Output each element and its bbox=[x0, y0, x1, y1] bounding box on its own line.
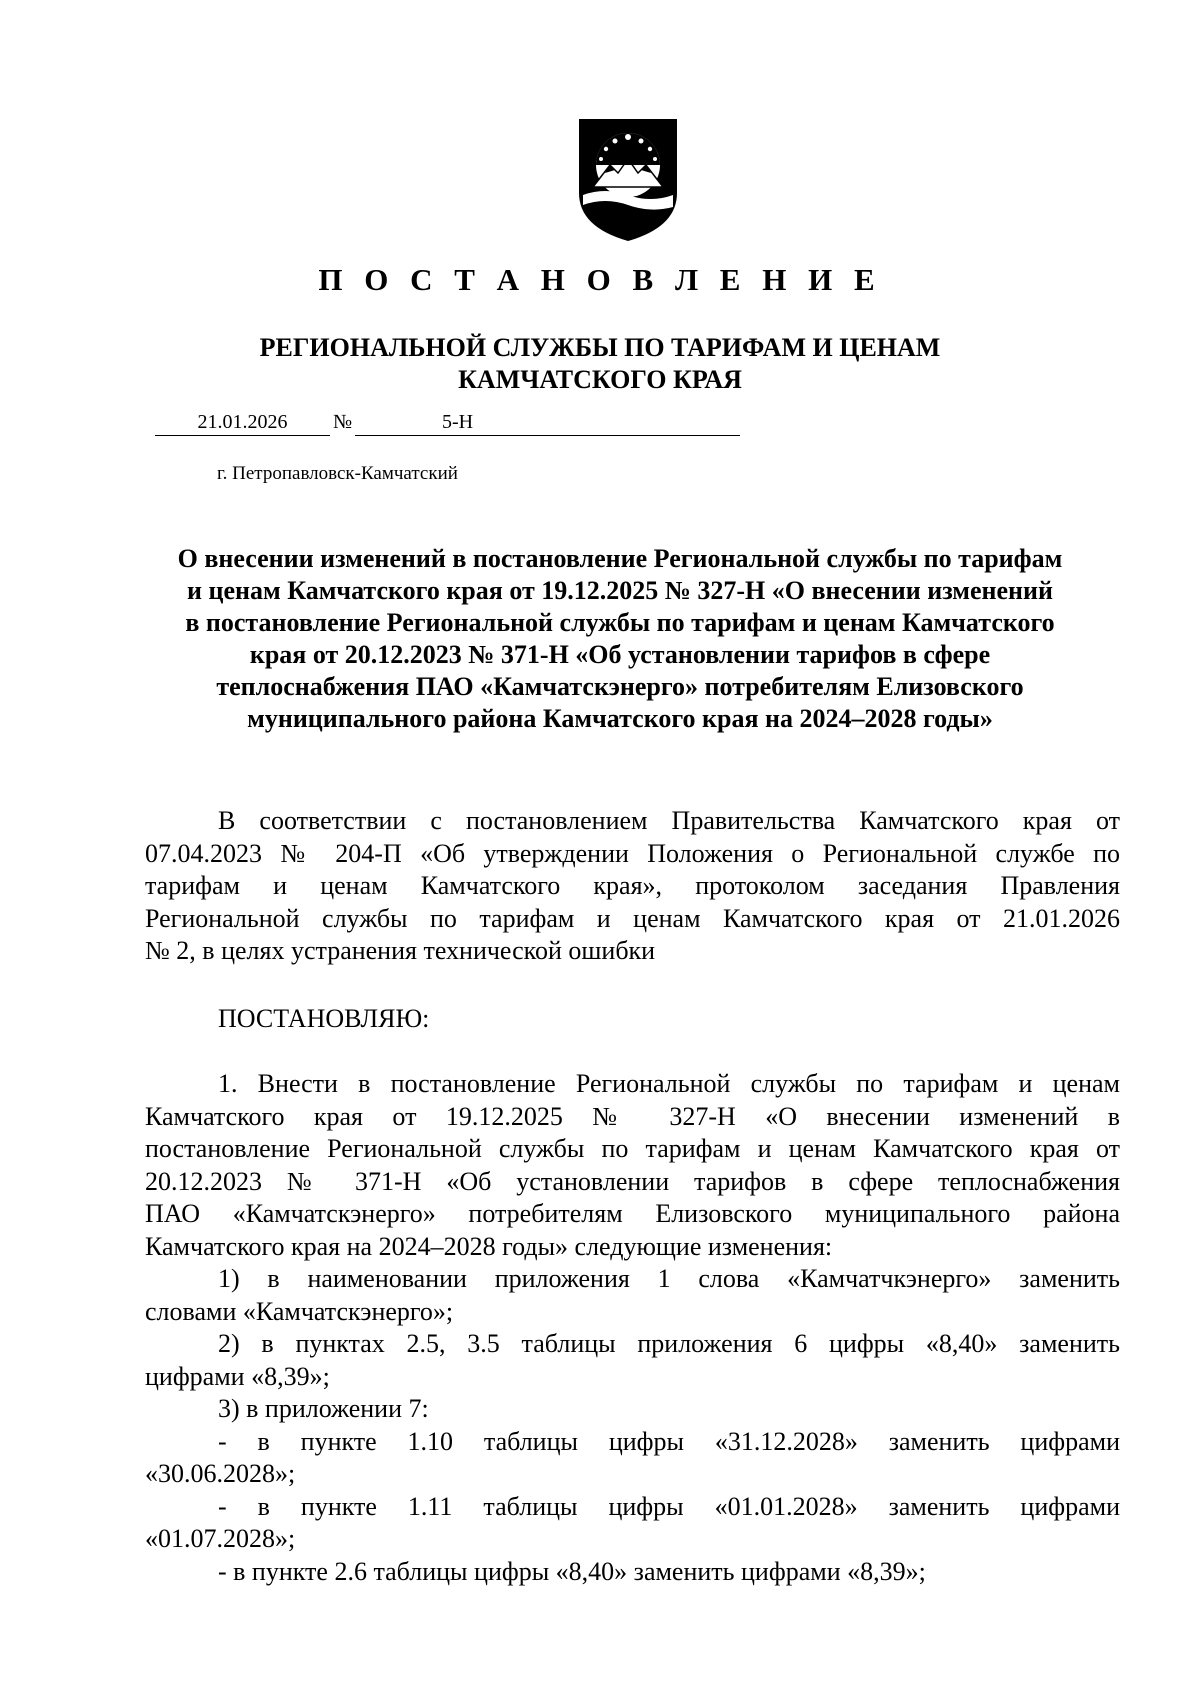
body-line: Камчатского края от 19.12.2025 № 327-Н «О внесении изменений в bbox=[145, 1101, 1120, 1131]
document-type-title: П О С Т А Н О В Л Е Н И Е bbox=[318, 262, 882, 297]
subitem-line: - в пункте 1.10 таблицы цифры «31.12.2028» заменить цифрами bbox=[218, 1426, 1120, 1456]
subject-line: края от 20.12.2023 № 371-Н «Об установлении тарифов в сфере bbox=[249, 640, 991, 669]
document-number-field bbox=[355, 409, 740, 436]
preamble-paragraph bbox=[145, 805, 1120, 968]
document-number: 5-Н bbox=[441, 411, 474, 433]
subitem-line: - в пункте 2.6 таблицы цифры «8,40» заменить цифрами «8,39»; bbox=[218, 1556, 926, 1586]
subject-line: муниципального района Камчатского края на 2024–2028 годы» bbox=[247, 704, 993, 733]
agency-name-line-1: РЕГИОНАЛЬНОЙ СЛУЖБЫ ПО ТАРИФАМ И ЦЕНАМ bbox=[259, 333, 941, 362]
subitem-line: цифрами «8,39»; bbox=[145, 1361, 330, 1391]
coat-of-arms-emblem bbox=[575, 115, 681, 243]
body-line: Камчатского края на 2024–2028 годы» следующие изменения: bbox=[145, 1231, 833, 1261]
subject-line: О внесении изменений в постановление Региональной службы по тарифам bbox=[177, 544, 1063, 573]
subitem-line: словами «Камчатскэнерго»; bbox=[145, 1296, 454, 1326]
body-line: Региональной службы по тарифам и ценам Камчатского края от 21.01.2026 bbox=[145, 903, 1120, 933]
subitem-line: «01.07.2028»; bbox=[145, 1524, 296, 1553]
city-name: г. Петропавловск-Камчатский bbox=[217, 463, 458, 484]
subitem-line: «30.06.2028»; bbox=[145, 1459, 296, 1488]
decree-word-paragraph bbox=[145, 1003, 1120, 1036]
body-line: 1. Внести в постановление Региональной службы по тарифам и ценам bbox=[218, 1069, 1120, 1098]
body-line: В соответствии с постановлением Правительства Камчатского края от bbox=[218, 806, 1120, 835]
document-date: 21.01.2026 bbox=[155, 409, 330, 436]
subject-line: теплоснабжения ПАО «Камчатскэнерго» потребителям Елизовского bbox=[216, 672, 1024, 701]
body-line: постановление Региональной службы по тарифам и ценам Камчатского края от bbox=[145, 1134, 1120, 1163]
body-line: 07.04.2023 № 204-П «Об утверждении Положения о Региональной службе по bbox=[145, 838, 1120, 868]
item-1-paragraph bbox=[145, 1068, 1120, 1588]
document-subject bbox=[120, 543, 1120, 735]
agency-name-line-2: КАМЧАТСКОГО КРАЯ bbox=[458, 365, 742, 394]
body-line: ПАО «Камчатскэнерго» потребителям Елизовского муниципального района bbox=[145, 1199, 1120, 1228]
body-line: тарифам и ценам Камчатского края», протоколом заседания Правления bbox=[145, 871, 1120, 900]
subject-line: и ценам Камчатского края от 19.12.2025 № 327-Н «О внесении изменений bbox=[187, 576, 1053, 605]
subitem-line: 2) в пунктах 2.5, 3.5 таблицы приложения 6 цифры «8,40» заменить bbox=[218, 1329, 1120, 1358]
body-line: 20.12.2023 № 371-Н «Об установлении тарифов в сфере теплоснабжения bbox=[145, 1166, 1120, 1196]
body-line: № 2, в целях устранения технической ошибки bbox=[145, 936, 656, 965]
subject-line: в постановление Региональной службы по тарифам и ценам Камчатского bbox=[185, 608, 1055, 637]
subitem-line: 1) в наименовании приложения 1 слова «Камчатчкэнерго» заменить bbox=[218, 1264, 1120, 1293]
subitem-line: - в пункте 1.11 таблицы цифры «01.01.2028» заменить цифрами bbox=[218, 1491, 1120, 1521]
decree-word: ПОСТАНОВЛЯЮ: bbox=[218, 1004, 430, 1033]
subitem-line: 3) в приложении 7: bbox=[218, 1394, 429, 1423]
number-sign: № bbox=[333, 411, 353, 433]
